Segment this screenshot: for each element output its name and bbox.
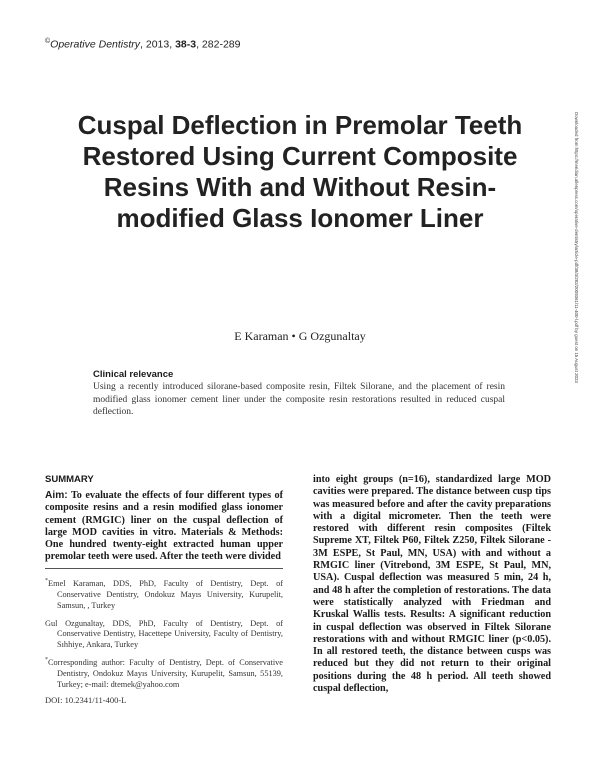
clinical-relevance-text: Using a recently introduced silorane-based composite resin, Filtek Silorane, and the placement of resin modified glass ionomer cement liner under the composite resin restorations resulted in reduced cuspal deflection.	[93, 382, 505, 417]
summary-text-left: Aim: To evaluate the effects of four different types of composite resins and a resin modified glass ionomer cement (RMGIC) liner on the cuspal deflection of large MOD cavities in vitro. Materials & Methods: One hundred twenty-eight extracted human upper premolar teeth were used. After the teeth were divided	[45, 490, 283, 563]
download-sidebar: Downloaded from https://meridian.allenpress.com/operative-dentistry/article-pdf/38/3/282/2009361/11-400-l.pdf by guest on 15 August 2023	[574, 112, 579, 383]
journal-volume: 38-3	[175, 38, 197, 51]
affiliation-1: *Emel Karaman, DDS, PhD, Faculty of Dentistry, Dept. of Conservative Dentistry, Ondokuz Mayıs University, Kurupelit, Samsun, , Turkey	[45, 577, 283, 610]
clinical-relevance-heading: Clinical relevance	[93, 369, 174, 380]
affiliation-2: Gul Ozgunaltay, DDS, PhD, Faculty of Dentistry, Dept. of Conservative Dentistry, Hacettepe University, Faculty of Dentistry, Sıhhiye, Ankara, Turkey	[45, 618, 283, 650]
journal-name: Operative Dentistry	[50, 38, 141, 51]
summary-lead: Aim:	[45, 490, 68, 501]
footnote-divider	[45, 568, 283, 569]
affiliation-corresponding: *Corresponding author: Faculty of Dentistry, Dept. of Conservative Dentistry, Ondokuz Mayıs University, Kurupelit, Samsun, 55139, Turkey; e-mail: dtemek@yahoo.com	[45, 657, 283, 690]
summary-text-right: into eight groups (n=16), standardized large MOD cavities were prepared. The distance between cusp tips was measured before and after the cavity preparations with a digital micrometer. Then the teeth were restored with different resin composites (Filtek Supreme XT, Filtek P60, Filtek Z250, Filtek Silorane - 3M ESPE, St Paul, MN, USA) with and without a RMGIC liner (Vitrebond, 3M ESPE, St Paul, MN, USA). Cuspal deflection was measured 5 min, 24 h, and 48 h after the completion of restorations. The data were statistically analyzed with Friedman and Kruskal Wallis tests. Results: A significant reduction in cuspal deflection was observed in Filtek Silorane restorations with and without RMGIC liner (p<0.05). In all restored teeth, the distance between cusps was reduced but they did not return to their original positions during the 48 h period. All teeth showed cuspal deflection,	[313, 474, 551, 695]
doi: DOI: 10.2341/11-400-L	[45, 695, 127, 706]
right-column	[313, 474, 551, 695]
summary-heading: SUMMARY	[45, 474, 94, 485]
article-title: Cuspal Deflection in Premolar Teeth Restored Using Current Composite Resins With and Without Resin-modified Glass Ionomer Liner	[77, 110, 523, 233]
journal-citation: ©Operative Dentistry, 2013, 38-3, 282-289	[45, 38, 241, 51]
left-column	[45, 474, 283, 705]
article-authors: E Karaman • G Ozgunaltay	[234, 329, 366, 343]
